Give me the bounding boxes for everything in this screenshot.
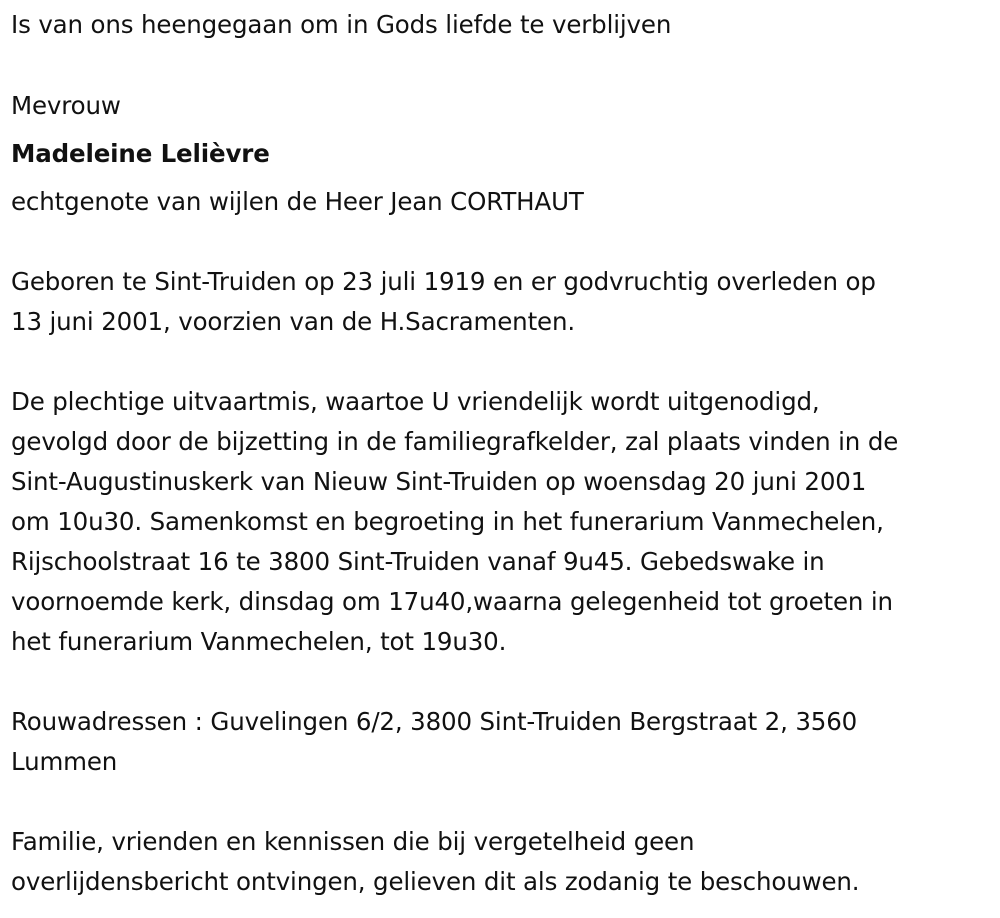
- paragraph-line: Rijschoolstraat 16 te 3800 Sint-Truiden vanaf 9u45. Gebedswake in: [11, 547, 825, 576]
- paragraph-line: Geboren te Sint-Truiden op 23 juli 1919 en er godvruchtig overleden op: [11, 267, 876, 296]
- salutation: Mevrouw: [11, 91, 121, 120]
- paragraph-line: overlijdensbericht ontvingen, gelieven dit als zodanig te beschouwen.: [11, 867, 860, 896]
- paragraph-line: voornoemde kerk, dinsdag om 17u40,waarna gelegenheid tot groeten in: [11, 587, 893, 616]
- deceased-name: Madeleine Lelièvre: [11, 139, 270, 168]
- paragraph-line: Rouwadressen : Guvelingen 6/2, 3800 Sint-Truiden Bergstraat 2, 3560: [11, 707, 858, 736]
- paragraph-line: De plechtige uitvaartmis, waartoe U vriendelijk wordt uitgenodigd,: [11, 387, 820, 416]
- paragraph-line: om 10u30. Samenkomst en begroeting in het funerarium Vanmechelen,: [11, 507, 884, 536]
- paragraph-line: gevolgd door de bijzetting in de familiegrafkelder, zal plaats vinden in de: [11, 427, 899, 456]
- spouse-line: echtgenote van wijlen de Heer Jean CORTHAUT: [11, 187, 584, 216]
- intro-text: Is van ons heengegaan om in Gods liefde te verblijven: [11, 10, 672, 39]
- paragraph-line: het funerarium Vanmechelen, tot 19u30.: [11, 627, 507, 656]
- paragraph-line: Lummen: [11, 747, 118, 776]
- paragraph-line: Sint-Augustinuskerk van Nieuw Sint-Truiden op woensdag 20 juni 2001: [11, 467, 867, 496]
- paragraph-line: 13 juni 2001, voorzien van de H.Sacramenten.: [11, 307, 575, 336]
- paragraph-line: Familie, vrienden en kennissen die bij vergetelheid geen: [11, 827, 695, 856]
